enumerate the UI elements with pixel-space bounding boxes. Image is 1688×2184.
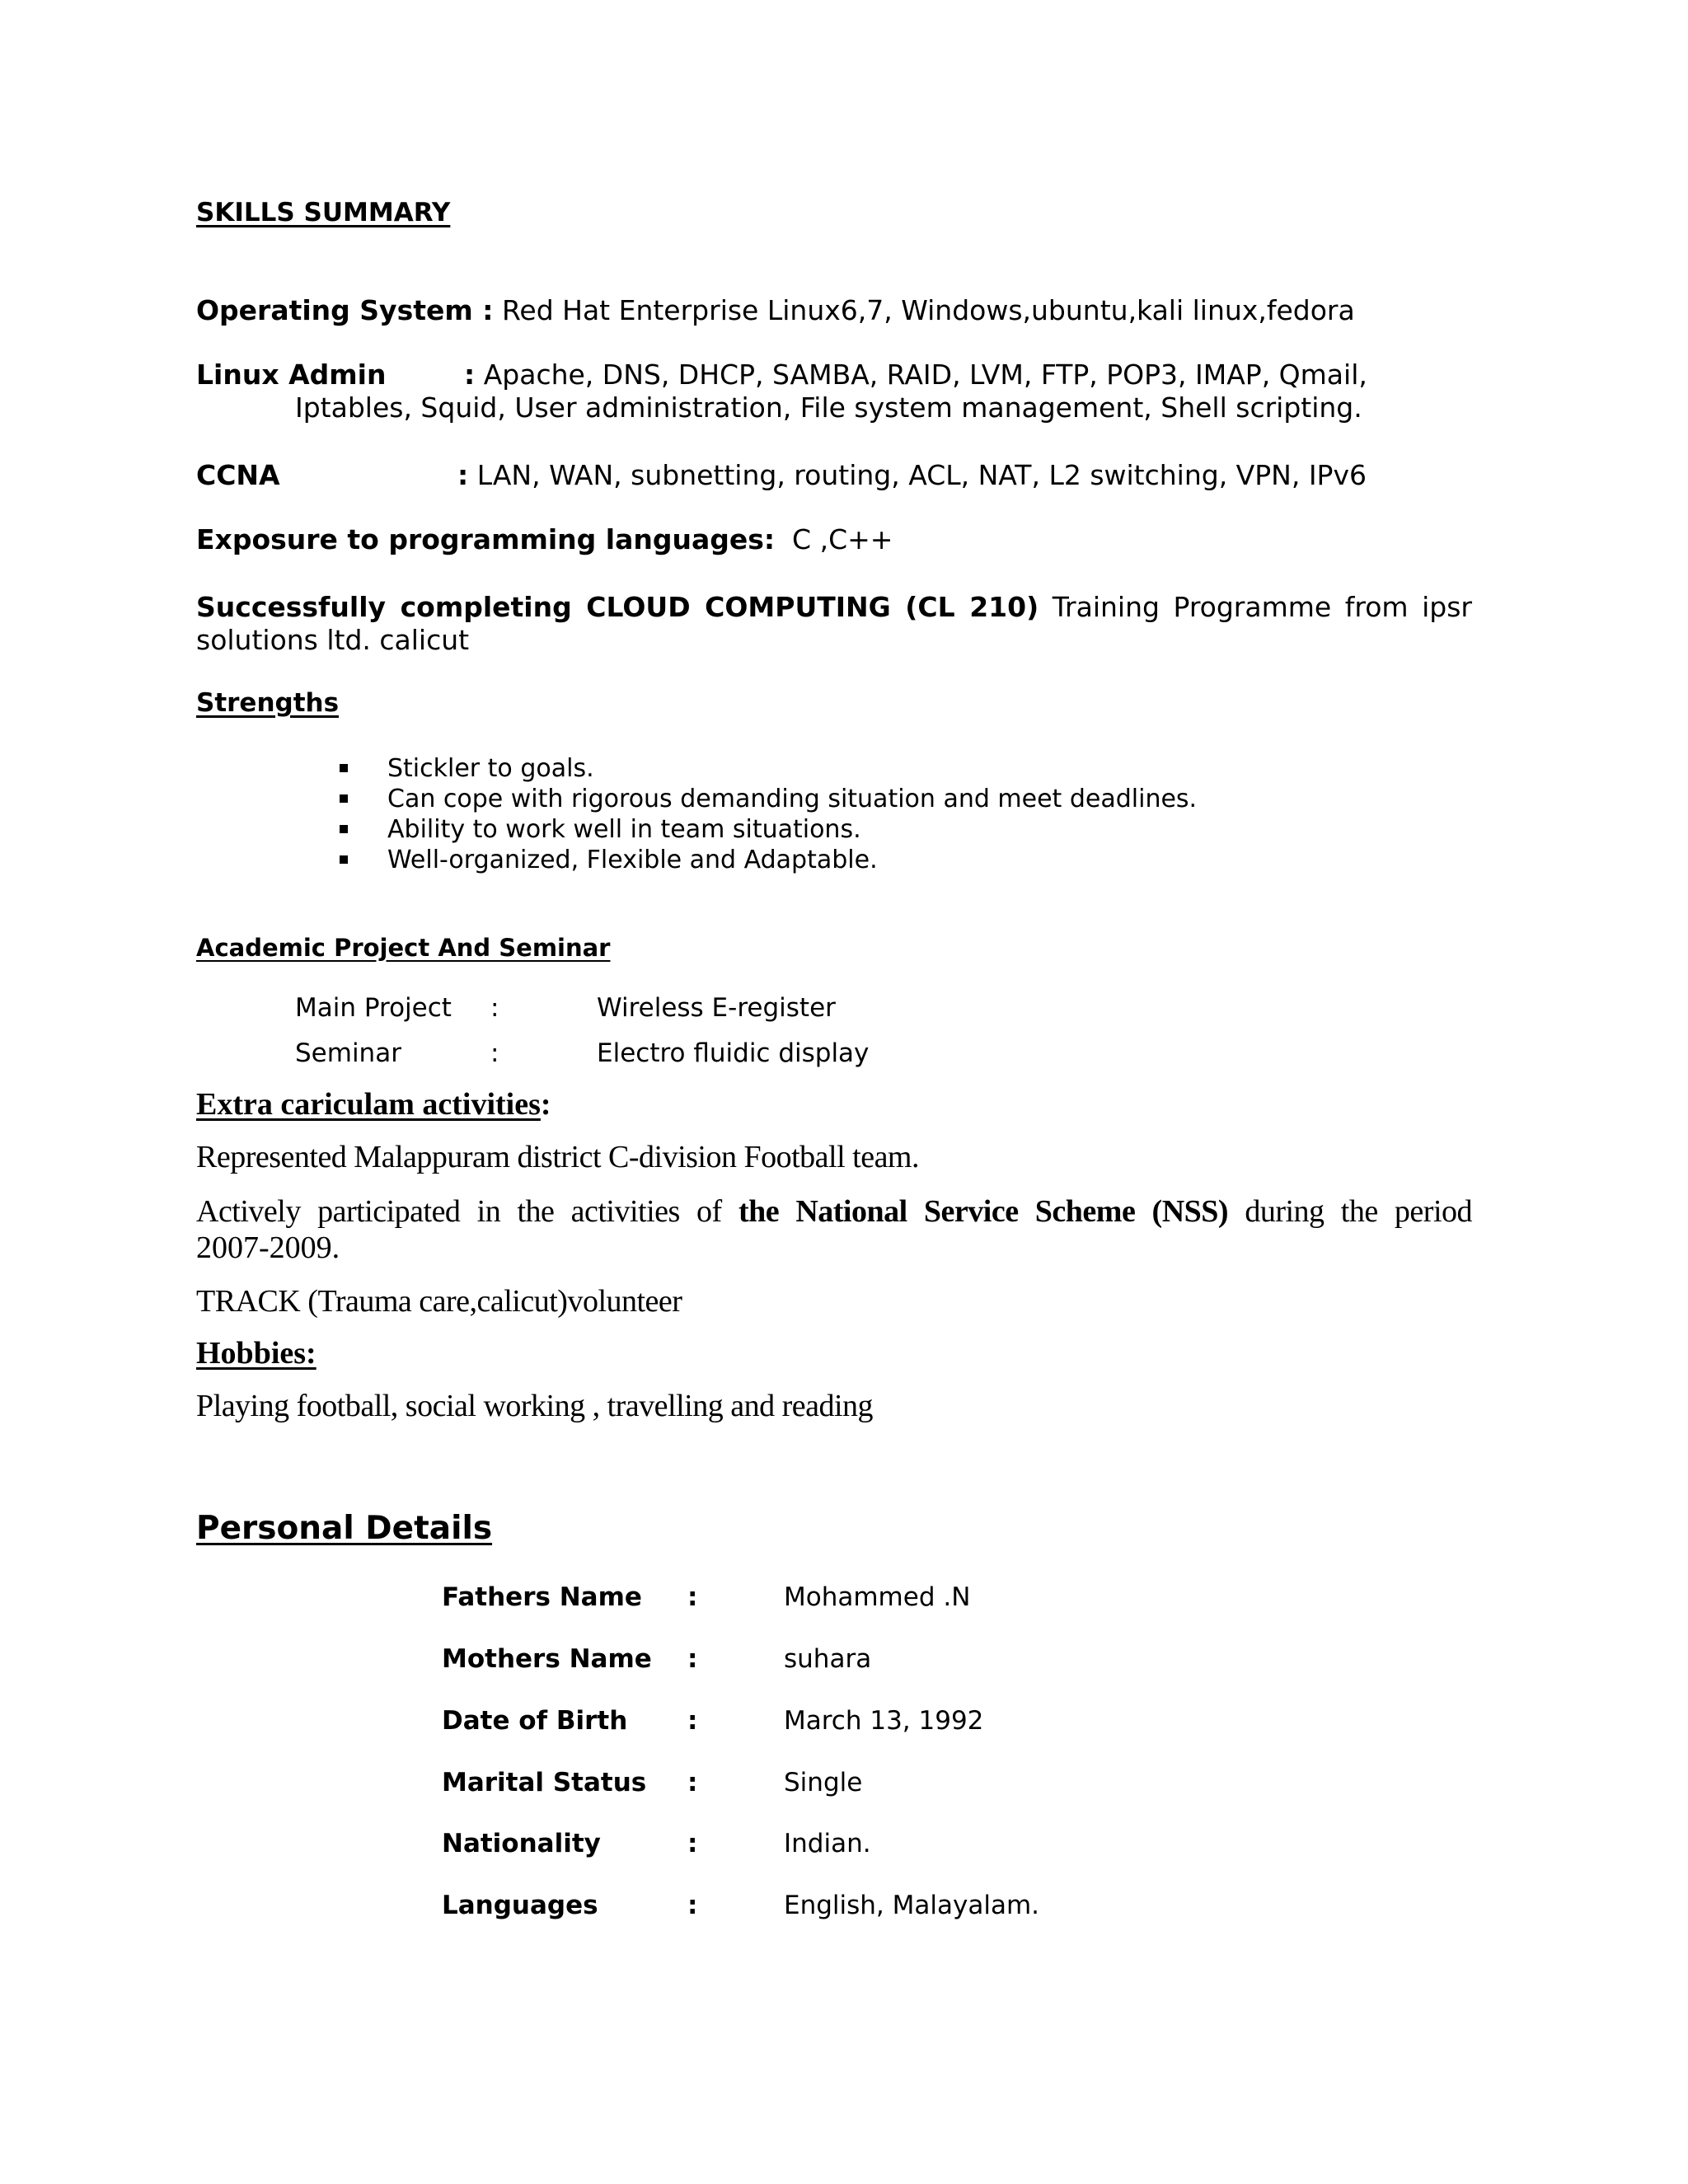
strengths-heading: Strengths bbox=[196, 688, 340, 718]
personal-row-value: March 13, 1992 bbox=[784, 1706, 984, 1736]
cloud-computing-bold: Successfully completing CLOUD COMPUTING (CL 210) bbox=[196, 591, 1039, 623]
list-item: Can cope with rigorous demanding situation and meet deadlines. bbox=[361, 784, 1197, 814]
programming-languages-value: C ,C++ bbox=[792, 523, 893, 555]
ccna-value: LAN, WAN, subnetting, routing, ACL, NAT, L2 switching, VPN, IPv6 bbox=[476, 459, 1367, 491]
personal-row-value: Indian. bbox=[784, 1829, 871, 1858]
personal-row-colon: : bbox=[687, 1891, 698, 1920]
personal-row-value: Mohammed .N bbox=[784, 1582, 971, 1612]
extra-activities-line-2-c: during the period bbox=[1245, 1194, 1473, 1229]
cloud-computing-text-2: solutions ltd. calicut bbox=[196, 624, 470, 656]
operating-system-label: Operating System : bbox=[196, 294, 494, 326]
ccna-value-line bbox=[457, 459, 1367, 491]
linux-admin-value-1: Apache, DNS, DHCP, SAMBA, RAID, LVM, FTP, POP3, IMAP, Qmail, bbox=[483, 359, 1367, 391]
academic-row-colon: : bbox=[490, 993, 499, 1023]
extra-activities-heading-colon: : bbox=[540, 1087, 551, 1122]
personal-row-value: Single bbox=[784, 1768, 863, 1797]
linux-admin-value-2: Iptables, Squid, User administration, File system management, Shell scripting. bbox=[295, 391, 1362, 424]
list-item: Well-organized, Flexible and Adaptable. bbox=[361, 845, 1197, 875]
extra-activities-heading: Extra cariculam activities bbox=[196, 1087, 541, 1122]
academic-row-colon: : bbox=[490, 1038, 499, 1068]
cloud-computing-line bbox=[196, 591, 1472, 623]
academic-project-heading: Academic Project And Seminar bbox=[196, 934, 611, 962]
personal-row-label: Mothers Name bbox=[442, 1644, 652, 1674]
skills-summary-heading: SKILLS SUMMARY bbox=[196, 198, 451, 227]
personal-row-colon: : bbox=[687, 1829, 698, 1858]
list-item: Stickler to goals. bbox=[361, 753, 1197, 784]
operating-system-value: Red Hat Enterprise Linux6,7, Windows,ubuntu,kali linux,fedora bbox=[501, 294, 1355, 326]
personal-row-colon: : bbox=[687, 1644, 698, 1674]
academic-row-value: Electro fluidic display bbox=[597, 1038, 870, 1068]
hobbies-text: Playing football, social working , travelling and reading bbox=[196, 1389, 874, 1423]
academic-row-label: Seminar bbox=[295, 1038, 401, 1068]
programming-languages-line bbox=[196, 523, 893, 555]
extra-activities-heading-line bbox=[196, 1086, 551, 1122]
personal-row-colon: : bbox=[687, 1582, 698, 1612]
hobbies-heading: Hobbies: bbox=[196, 1336, 316, 1371]
extra-activities-line-2-d: 2007-2009. bbox=[196, 1230, 340, 1265]
personal-row-colon: : bbox=[687, 1706, 698, 1736]
programming-languages-label: Exposure to programming languages: bbox=[196, 523, 776, 555]
personal-row-label: Nationality bbox=[442, 1829, 601, 1858]
ccna-colon: : bbox=[457, 459, 469, 491]
extra-activities-line-3: TRACK (Trauma care,calicut)volunteer bbox=[196, 1284, 682, 1319]
extra-activities-nss: the National Service Scheme (NSS) bbox=[738, 1194, 1229, 1229]
linux-admin-label: Linux Admin bbox=[196, 359, 387, 391]
personal-row-label: Fathers Name bbox=[442, 1582, 642, 1612]
linux-admin-value-line-1 bbox=[464, 359, 1367, 391]
personal-row-label: Marital Status bbox=[442, 1768, 647, 1797]
list-item: Ability to work well in team situations. bbox=[361, 814, 1197, 845]
personal-row-value: English, Malayalam. bbox=[784, 1891, 1039, 1920]
academic-row-label: Main Project bbox=[295, 993, 452, 1023]
personal-row-label: Date of Birth bbox=[442, 1706, 628, 1736]
strengths-list bbox=[361, 753, 1197, 875]
personal-row-colon: : bbox=[687, 1768, 698, 1797]
extra-activities-line-1: Represented Malappuram district C-division Football team. bbox=[196, 1140, 919, 1174]
extra-activities-line-2-a: Actively participated in the activities of bbox=[196, 1194, 722, 1229]
personal-row-value: suhara bbox=[784, 1644, 872, 1674]
personal-row-label: Languages bbox=[442, 1891, 598, 1920]
personal-details-heading: Personal Details bbox=[196, 1510, 493, 1547]
cloud-computing-text: Training Programme from ipsr bbox=[1052, 591, 1472, 623]
operating-system-line bbox=[196, 294, 1355, 326]
linux-admin-colon: : bbox=[464, 359, 476, 391]
ccna-label: CCNA bbox=[196, 459, 280, 491]
academic-row-value: Wireless E-register bbox=[597, 993, 836, 1023]
extra-activities-line-2 bbox=[196, 1193, 1472, 1230]
